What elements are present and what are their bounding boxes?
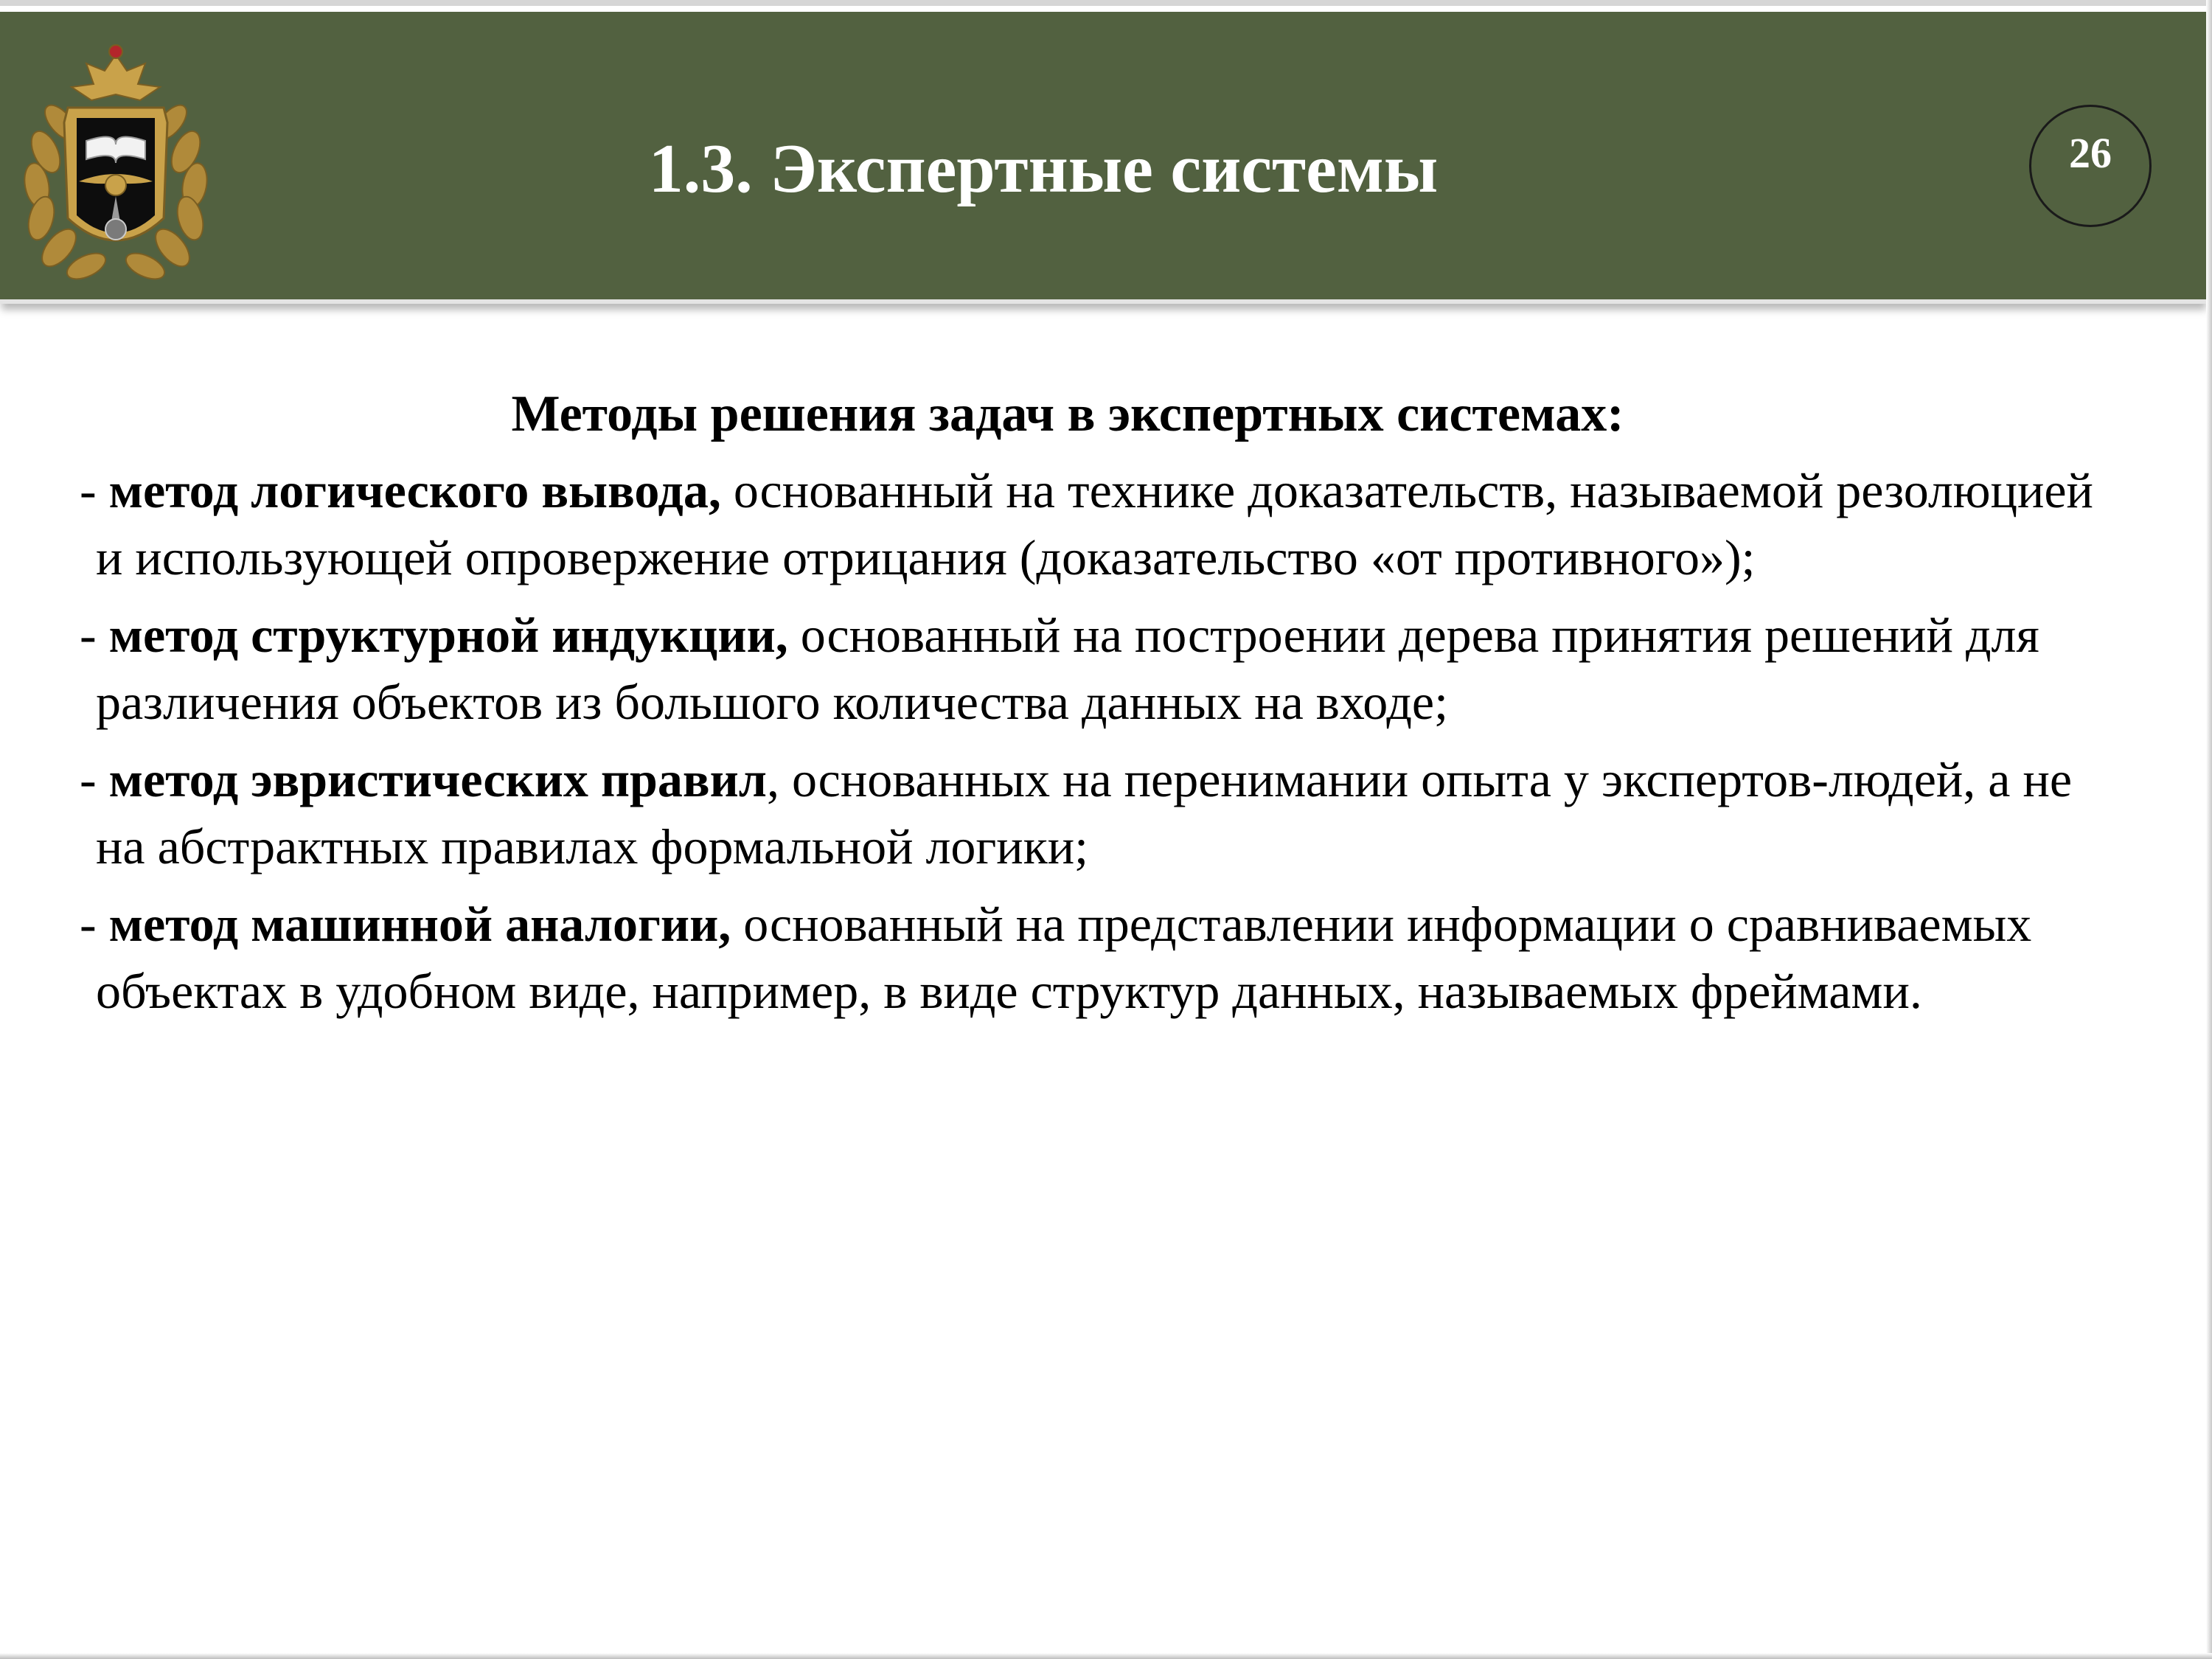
slide-content [80, 385, 2129, 1035]
method-description: основанный на построении дерева принятия решений для различения объектов из большого количества данных на входе; [96, 607, 2039, 730]
page-number: 26 [2069, 129, 2112, 177]
page-number-badge [2029, 105, 2152, 227]
method-name: метод машинной аналогии, [108, 896, 731, 952]
slide-top-edge [0, 0, 2212, 6]
method-dash: - [80, 607, 97, 663]
slide-bottom-edge [0, 1653, 2212, 1659]
method-dash: - [80, 462, 97, 518]
method-name: метод структурной индукции, [108, 607, 788, 663]
methods-list [80, 457, 2129, 1025]
method-item-logical-inference [80, 457, 2129, 591]
method-dash: - [80, 896, 97, 952]
header-band [0, 12, 2208, 304]
method-name: метод логического вывода, [108, 462, 721, 518]
method-description: основанный на представлении информации о сравниваемых объектах в удобном виде, например, в виде структур данных, называемых фреймами. [96, 896, 2032, 1019]
slide-title: 1.3. Экспертные системы [648, 131, 1439, 207]
method-description: основанный на технике доказательств, называемой резолюцией и использующей опровержение отрицания (доказательство «от противного»); [96, 462, 2093, 585]
method-item-structural-induction [80, 602, 2129, 736]
section-heading: Методы решения задач в экспертных системах: [511, 386, 1624, 442]
method-name: метод эвристических правил [108, 751, 767, 807]
method-item-machine-analogy [80, 891, 2129, 1025]
method-description: , основанных на перенимании опыта у экспертов-людей, а не на абстрактных правилах формальной логики; [96, 751, 2073, 874]
method-dash: - [80, 751, 97, 807]
method-item-heuristic-rules [80, 746, 2129, 880]
slide-right-edge [2206, 0, 2212, 1659]
